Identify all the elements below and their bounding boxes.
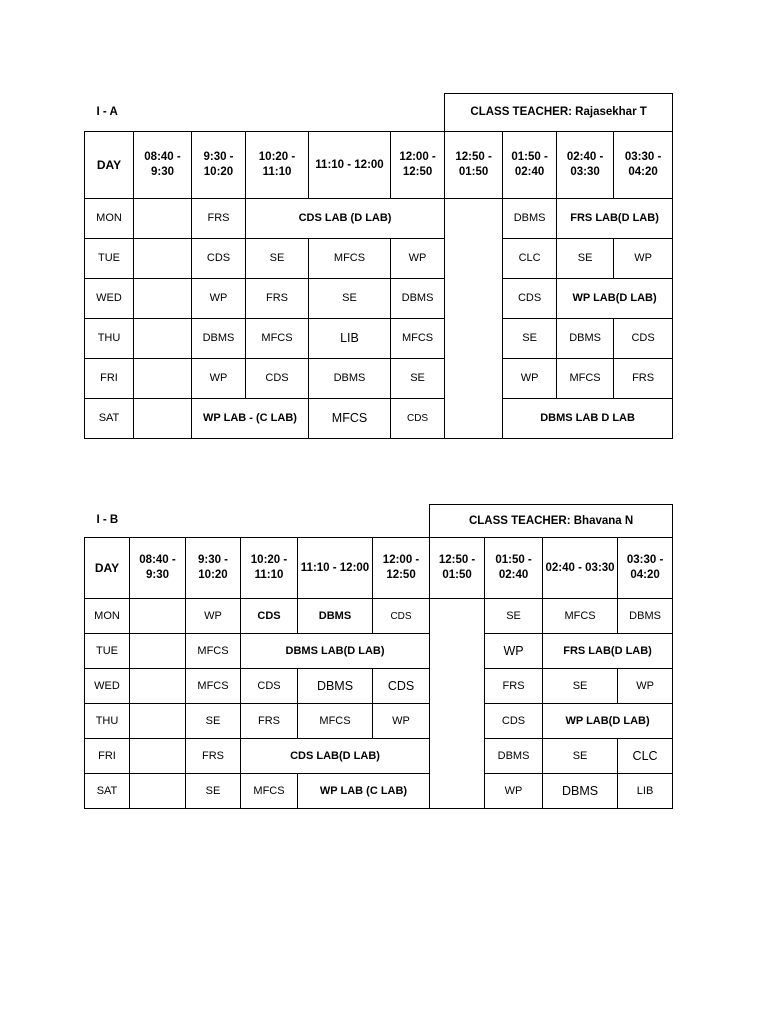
day-cell: THU (85, 704, 130, 739)
day-header: DAY (85, 132, 134, 199)
day-cell: MON (85, 599, 130, 634)
period-cell: SE (543, 669, 618, 704)
period-cell: CDS (241, 599, 298, 634)
slot-header: 01:50 - 02:40 (503, 132, 557, 199)
lab-cell: CDS LAB(D LAB) (241, 739, 430, 774)
table-row (85, 199, 673, 239)
lunch-break-cell (430, 599, 485, 809)
period-cell: FRS (485, 669, 543, 704)
slot-header: 08:40 - 9:30 (130, 538, 186, 599)
table-row (85, 239, 673, 279)
period-cell: DBMS (192, 319, 246, 359)
lab-cell: DBMS LAB(D LAB) (241, 634, 430, 669)
period-cell: FRS (241, 704, 298, 739)
slot-header: 12:50 - 01:50 (430, 538, 485, 599)
period-cell (134, 279, 192, 319)
period-cell: FRS (614, 359, 673, 399)
period-cell: WP (503, 359, 557, 399)
period-cell: DBMS (543, 774, 618, 809)
section-name: I - A (96, 105, 118, 118)
period-cell: LIB (309, 319, 391, 359)
period-cell (134, 239, 192, 279)
period-cell: CLC (618, 739, 673, 774)
lab-cell: DBMS LAB D LAB (503, 399, 673, 439)
period-cell: MFCS (186, 669, 241, 704)
period-cell: SE (186, 704, 241, 739)
period-cell: DBMS (298, 669, 373, 704)
period-cell: LIB (618, 774, 673, 809)
period-cell: CDS (614, 319, 673, 359)
day-cell: FRI (85, 739, 130, 774)
lab-cell: WP LAB(D LAB) (557, 279, 673, 319)
slot-header: 03:30 - 04:20 (614, 132, 673, 199)
period-cell: MFCS (246, 319, 309, 359)
day-header: DAY (85, 538, 130, 599)
period-cell: WP (485, 634, 543, 669)
period-cell (130, 704, 186, 739)
lunch-break-cell (445, 199, 503, 439)
slot-header: 10:20 - 11:10 (246, 132, 309, 199)
period-cell: CDS (391, 399, 445, 439)
period-cell (130, 599, 186, 634)
slot-header: 11:10 - 12:00 (309, 132, 391, 199)
day-cell: WED (85, 669, 130, 704)
period-cell: SE (391, 359, 445, 399)
table-row (85, 279, 673, 319)
period-cell: WP (614, 239, 673, 279)
lab-cell: CDS LAB (D LAB) (246, 199, 445, 239)
period-cell (130, 634, 186, 669)
slot-header: 9:30 - 10:20 (186, 538, 241, 599)
period-cell: MFCS (309, 239, 391, 279)
period-cell: MFCS (186, 634, 241, 669)
day-cell: WED (85, 279, 134, 319)
slot-header: 08:40 - 9:30 (134, 132, 192, 199)
slot-header: 02:40 - 03:30 (543, 538, 618, 599)
period-cell: SE (186, 774, 241, 809)
period-cell: MFCS (309, 399, 391, 439)
period-cell (134, 359, 192, 399)
period-cell: DBMS (618, 599, 673, 634)
timetable-section-b (84, 504, 673, 809)
period-cell: WP (186, 599, 241, 634)
period-cell: SE (543, 739, 618, 774)
period-cell: FRS (246, 279, 309, 319)
slot-header: 11:10 - 12:00 (298, 538, 373, 599)
period-cell (134, 319, 192, 359)
day-cell: TUE (85, 634, 130, 669)
period-cell: DBMS (485, 739, 543, 774)
period-cell: CDS (241, 669, 298, 704)
period-cell: MFCS (391, 319, 445, 359)
period-cell: DBMS (557, 319, 614, 359)
lab-cell: FRS LAB(D LAB) (557, 199, 673, 239)
period-cell: WP (485, 774, 543, 809)
period-cell: DBMS (391, 279, 445, 319)
period-cell: MFCS (241, 774, 298, 809)
period-cell: MFCS (543, 599, 618, 634)
table-row (85, 599, 673, 634)
slot-header: 10:20 - 11:10 (241, 538, 298, 599)
period-cell: MFCS (298, 704, 373, 739)
day-cell: THU (85, 319, 134, 359)
slot-header: 12:00 - 12:50 (373, 538, 430, 599)
day-cell: SAT (85, 774, 130, 809)
period-cell: WP (192, 359, 246, 399)
slot-header: 12:00 - 12:50 (391, 132, 445, 199)
slot-header: 02:40 - 03:30 (557, 132, 614, 199)
period-cell (134, 399, 192, 439)
period-cell (130, 669, 186, 704)
period-cell: CDS (373, 599, 430, 634)
day-cell: MON (85, 199, 134, 239)
period-cell: MFCS (557, 359, 614, 399)
period-cell: WP (391, 239, 445, 279)
class-teacher: CLASS TEACHER: Rajasekhar T (445, 94, 673, 132)
table-row (85, 399, 673, 439)
slot-header: 03:30 - 04:20 (618, 538, 673, 599)
slot-header: 9:30 - 10:20 (192, 132, 246, 199)
period-cell: CDS (192, 239, 246, 279)
table-row (85, 739, 673, 774)
period-cell: DBMS (298, 599, 373, 634)
table-row (85, 704, 673, 739)
table-row (85, 774, 673, 809)
period-cell: CLC (503, 239, 557, 279)
period-cell: CDS (246, 359, 309, 399)
period-cell: CDS (503, 279, 557, 319)
day-cell: FRI (85, 359, 134, 399)
period-cell: CDS (485, 704, 543, 739)
day-cell: SAT (85, 399, 134, 439)
lab-cell: FRS LAB(D LAB) (543, 634, 673, 669)
table-row (85, 634, 673, 669)
period-cell: FRS (186, 739, 241, 774)
period-cell: SE (485, 599, 543, 634)
table-row (85, 359, 673, 399)
timetable-section-a (84, 93, 673, 439)
day-cell: TUE (85, 239, 134, 279)
period-cell: WP (192, 279, 246, 319)
class-teacher: CLASS TEACHER: Bhavana N (430, 505, 673, 538)
period-cell (130, 774, 186, 809)
lab-cell: WP LAB (C LAB) (298, 774, 430, 809)
period-cell (134, 199, 192, 239)
slot-header: 12:50 - 01:50 (445, 132, 503, 199)
slot-header: 01:50 - 02:40 (485, 538, 543, 599)
period-cell: SE (246, 239, 309, 279)
section-name: I - B (96, 514, 119, 527)
period-cell: CDS (373, 669, 430, 704)
table-row (85, 669, 673, 704)
period-cell: DBMS (309, 359, 391, 399)
period-cell: FRS (192, 199, 246, 239)
lab-cell: WP LAB(D LAB) (543, 704, 673, 739)
table-row (85, 319, 673, 359)
period-cell (130, 739, 186, 774)
period-cell: DBMS (503, 199, 557, 239)
period-cell: SE (309, 279, 391, 319)
lab-cell: WP LAB - (C LAB) (192, 399, 309, 439)
period-cell: SE (557, 239, 614, 279)
period-cell: SE (503, 319, 557, 359)
period-cell: WP (618, 669, 673, 704)
period-cell: WP (373, 704, 430, 739)
